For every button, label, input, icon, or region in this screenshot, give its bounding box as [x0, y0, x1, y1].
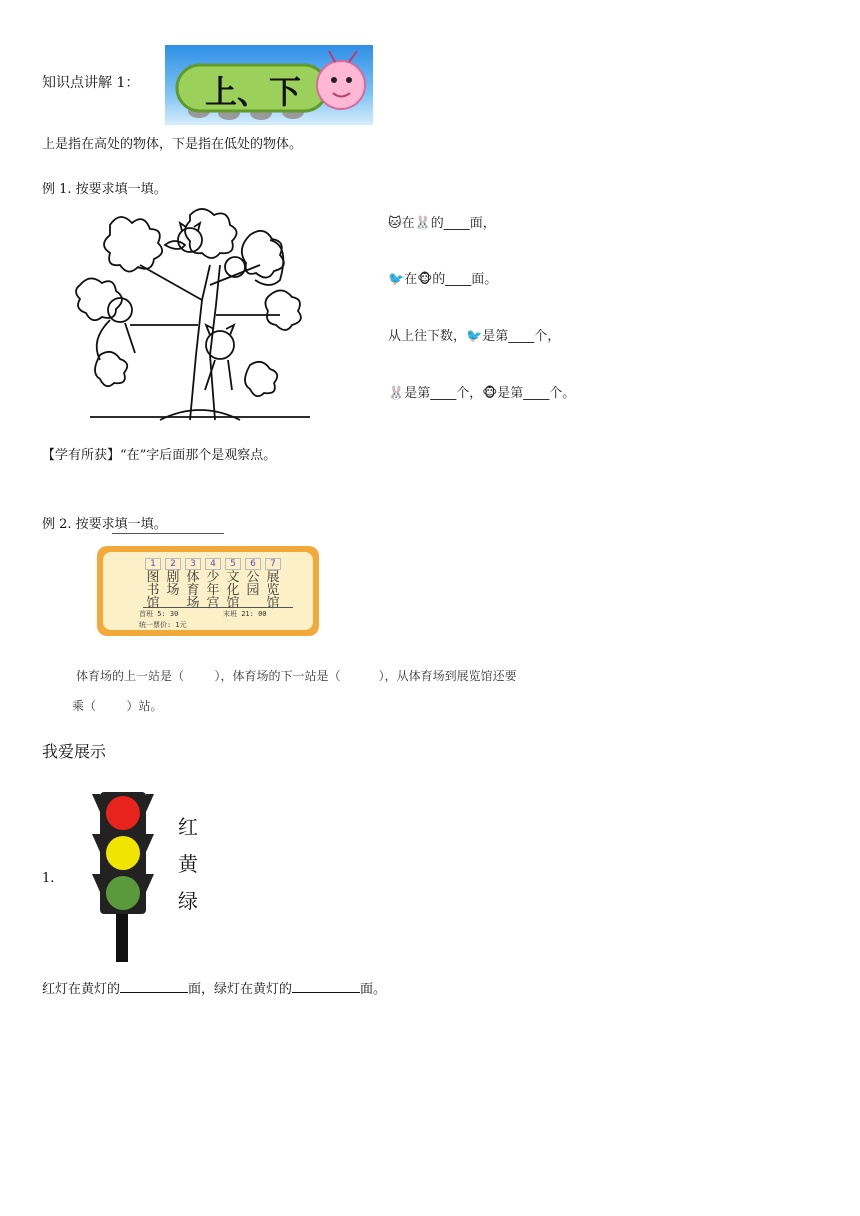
takeaway-text: 【学有所获】“在”字后面那个是观察点。 — [42, 448, 277, 463]
station-1: 1 图书馆 — [146, 559, 160, 611]
traffic-light-illustration — [88, 790, 158, 962]
station-3: 3 体育场 — [186, 559, 200, 611]
item-number: 1. — [42, 871, 55, 886]
station-5: 5 文化馆 — [226, 559, 240, 611]
caterpillar-banner — [165, 45, 373, 125]
station-2: 2 剧场 — [166, 559, 180, 598]
example1-title: 例 1. 按要求填一填。 — [42, 182, 167, 197]
tree-animals-illustration — [70, 205, 330, 425]
example2-question-line2: 乘（ ）站。 — [72, 699, 163, 713]
answer-blank-2[interactable] — [292, 992, 360, 993]
label-yellow: 黄 — [178, 852, 198, 876]
intro-heading: 知识点讲解 1： — [42, 75, 140, 91]
answer-blank-1[interactable] — [120, 992, 188, 993]
example2-title: 例 2. 按要求填一填。 — [42, 517, 167, 532]
red-light — [106, 796, 140, 830]
yellow-light — [106, 836, 140, 870]
traffic-light-question: 红灯在黄灯的 面，绿灯在黄灯的 面。 — [42, 982, 387, 997]
example1-question-4: 🐰是第____个，🐵是第____个。 — [388, 386, 576, 401]
definition-text: 上是指在高处的物体，下是指在低处的物体。 — [42, 137, 303, 152]
station-6: 6 公园 — [246, 559, 260, 598]
first-bus-time: 首班 5: 30 — [139, 610, 179, 618]
green-light — [106, 876, 140, 910]
cat-icon: 🐱 — [388, 216, 402, 231]
banner-text: 上、下 — [205, 73, 302, 111]
example2-question-line1: 体育场的上一站是（ ），体育场的下一站是（ ），从体育场到展览馆还要 — [76, 669, 517, 683]
station-7: 7 展览馆 — [266, 559, 280, 611]
rabbit-icon: 🐰 — [414, 216, 431, 231]
monkey-icon: 🐵 — [417, 272, 433, 287]
fare-text: 统一票价: 1元 — [139, 621, 187, 629]
example1-question-1: 🐱在🐰的____面， — [388, 216, 496, 231]
label-red: 红 — [178, 815, 198, 839]
route-line — [143, 607, 293, 608]
label-green: 绿 — [178, 889, 198, 913]
last-bus-time: 末班 21: 00 — [223, 610, 267, 618]
bus-route-sign — [97, 546, 319, 636]
light-labels — [178, 809, 198, 920]
title-underline — [112, 533, 224, 534]
example1-question-2: 🐦在🐵的____面。 — [388, 272, 498, 287]
monkey-icon: 🐵 — [482, 386, 498, 401]
bird-icon: 🐦 — [466, 329, 483, 344]
station-4: 4 少年宫 — [206, 559, 220, 611]
bird-icon: 🐦 — [388, 272, 405, 287]
rabbit-icon: 🐰 — [388, 386, 405, 401]
section-title: 我爱展示 — [42, 742, 107, 761]
example1-question-3: 从上往下数，🐦是第____个， — [388, 329, 561, 344]
